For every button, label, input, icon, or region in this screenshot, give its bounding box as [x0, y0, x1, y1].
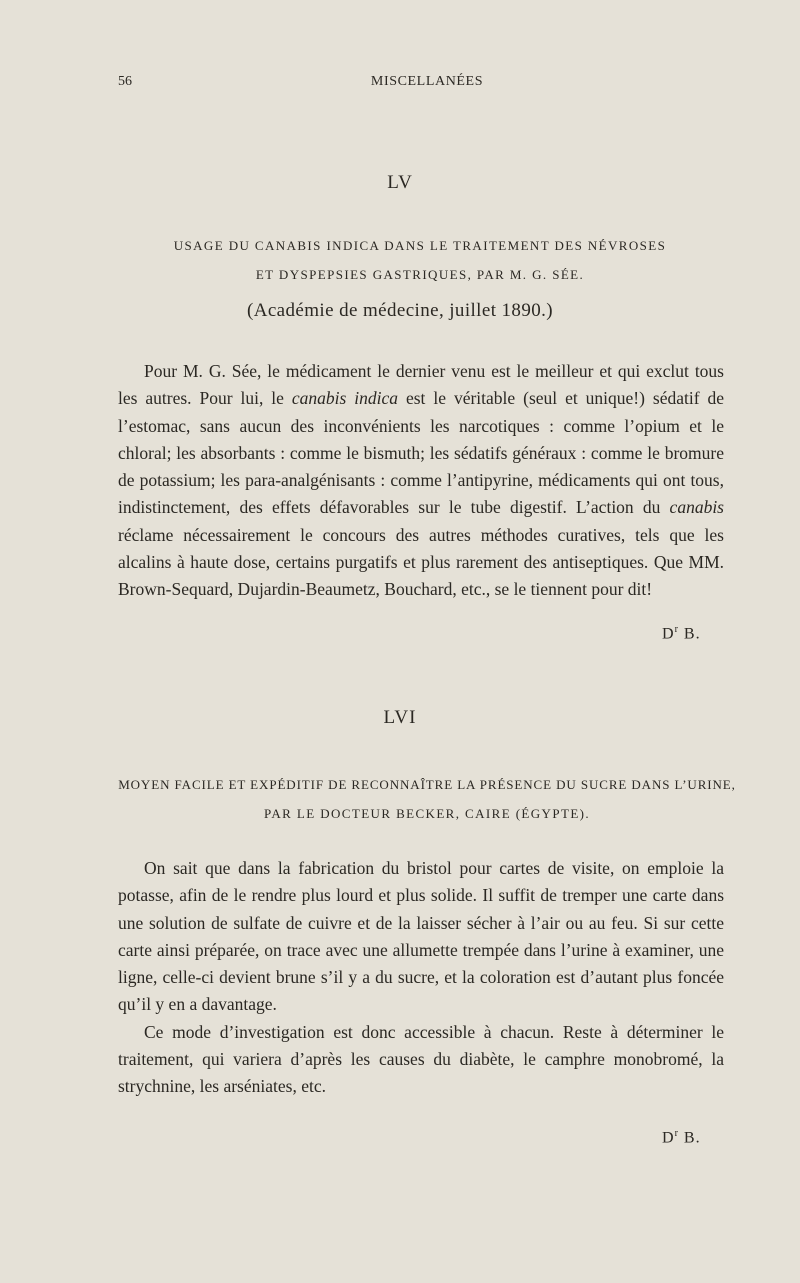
article-number-lv: LV	[387, 172, 413, 193]
body-paragraph: Ce mode d’investigation est donc accessible à chacun. Reste à déterminer le traitement, qui variera d’après les causes du diabète, le camphre monobromé, la strychnine, les arséniates, etc.	[118, 1021, 724, 1097]
article-body-lvi	[118, 855, 724, 1101]
article-number-lvi: LVI	[383, 707, 417, 728]
signature-name: B.	[683, 625, 701, 643]
signature-name: B.	[683, 1129, 701, 1147]
signature-lv	[662, 624, 701, 643]
signature-lvi	[662, 1128, 701, 1147]
text-run: est le véritable (seul et unique!) sédatif de l’estomac, sans aucun des inconvénients les narcotiques : comme l’opium et le chloral; les absorbants : comme le bismuth; les sédatifs généraux : comme le bromure de potassium; les para-analgénisants : comme l’antipyrine, médicaments qui ont tous, indistinctement, des effets défavorables sur le tube digestif. L’action du	[118, 388, 725, 518]
article-title-line: ET DYSPEPSIES GASTRIQUES, PAR M. G. SÉE.	[255, 267, 585, 282]
body-paragraph: On sait que dans la fabrication du bristol pour cartes de visite, on emploie la potasse, afin de le rendre plus lourd et plus solide. Il suffit de tremper une carte dans une solution de sulfate de cuivre et de la laisser sécher à l’air ou au feu. Si sur cette carte ainsi préparée, on trace avec une allumette trempée dans l’urine à examiner, une ligne, celle-ci devient brune s’il y a du sucre, et la coloration est d’autant plus foncée qu’il y en a davantage.	[118, 858, 724, 1015]
italic-term: canabis indica	[291, 388, 399, 409]
text-run: Pour M. G. Sée, le médicament le dernier venu est le meilleur et qui exclut tous les autres. Pour lui, le	[118, 361, 724, 409]
page-number: 56	[118, 74, 132, 89]
body-paragraph	[118, 358, 724, 604]
signature-sup: r	[674, 1128, 679, 1139]
signature-sup: r	[674, 624, 679, 635]
article-title-lvi	[118, 770, 736, 828]
article-title-line: USAGE DU CANABIS INDICA DANS LE TRAITEMENT DES NÉVROSES	[173, 238, 667, 253]
article-body-lv	[118, 358, 724, 604]
running-title: MISCELLANÉES	[370, 74, 484, 89]
article-title-line: MOYEN FACILE ET EXPÉDITIF DE RECONNAÎTRE LA PRÉSENCE DU SUCRE DANS L’URINE,	[118, 777, 736, 792]
signature-prefix: D	[662, 625, 675, 643]
running-head	[118, 74, 712, 94]
italic-term: canabis	[669, 497, 724, 518]
article-title-lv	[110, 231, 730, 289]
signature-prefix: D	[662, 1129, 675, 1147]
article-source: (Académie de médecine, juillet 1890.)	[246, 300, 553, 321]
text-run: réclame nécessairement le concours des autres méthodes curatives, tels que les alcalins à haute dose, certains purgatifs et plus rarement des antiseptiques. Que MM. Brown-Sequard, Dujardin-Beaumetz, Bouchard, etc., se le tiennent pour dit!	[118, 524, 724, 600]
article-title-line: PAR LE DOCTEUR BECKER, CAIRE (ÉGYPTE).	[263, 806, 591, 821]
